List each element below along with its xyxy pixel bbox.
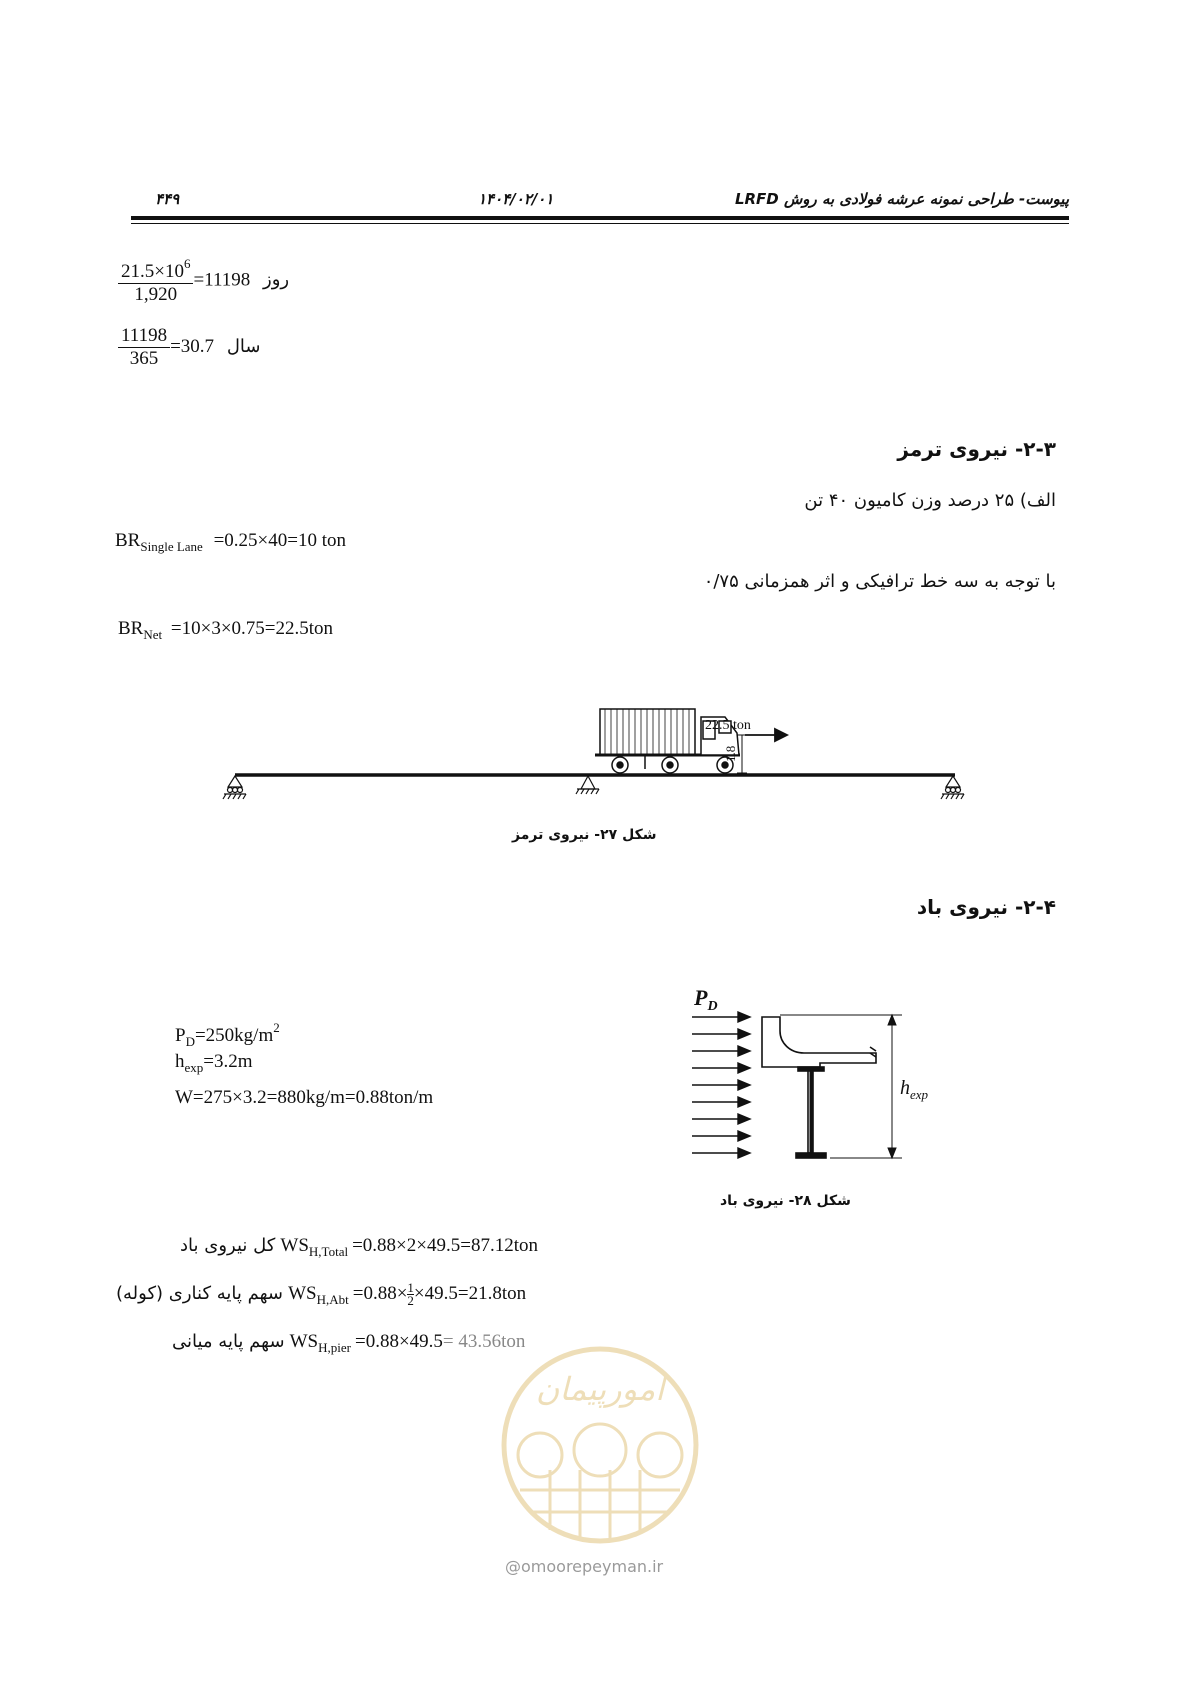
ws-abt-equation: $WS_{H,Abt} =0.88\times$ $\frac{1}{2}$ ×49.5=21.8ton: [288, 1280, 527, 1308]
svg-text:امورپیمان: امورپیمان: [535, 1370, 665, 1408]
w-equation: W=275×3.2=880kg/m=0.88ton/m: [175, 1087, 434, 1108]
ws-abt-row: [116, 1282, 526, 1308]
support-right: [941, 776, 964, 799]
deck-section: [762, 1017, 876, 1067]
braking-text-a: الف) ۲۵ درصد وزن کامیون ۴۰ تن: [804, 490, 1056, 511]
ws-pier-row: [172, 1331, 525, 1356]
years-fraction: $\frac{11198}{365}$: [118, 325, 170, 370]
days-fraction: $\frac{21.5\times 10^6}{1,920}$: [118, 256, 193, 306]
pd-equation: $P_D=250kg/m^2$: [175, 1020, 280, 1049]
steel-girder: [796, 1067, 826, 1158]
header-title: پیوست- طراحی نمونه عرشه فولادی به روش LRFD: [734, 190, 1069, 208]
ws-total-row: [180, 1235, 538, 1260]
support-left: [223, 776, 246, 799]
support-middle: [576, 776, 599, 794]
br-net-equation: $BR_{Net} =10\times 3\times 0.75=22.5ton$: [118, 618, 334, 642]
wind-figure: [680, 985, 970, 1180]
braking-figure: [215, 695, 975, 805]
hexp-dimension: [780, 1015, 902, 1158]
figure-28-caption: شکل ۲۸- نیروی باد: [720, 1193, 851, 1209]
braking-force-label: 22.5 ton: [705, 718, 751, 733]
days-equation: [118, 256, 289, 306]
pd-figure-label: $P_D$: [694, 985, 718, 1014]
years-equation: [118, 325, 260, 370]
figure-27-caption: شکل ۲۷- نیروی ترمز: [512, 827, 657, 843]
hexp-figure-label: $h_{exp}$: [900, 1077, 929, 1102]
hexp-equation: $h_{exp}=3.2m$: [175, 1051, 253, 1075]
watermark-logo: [490, 1340, 710, 1550]
header-date: ۱۴۰۴/۰۲/۰۱: [478, 190, 554, 208]
years-result: =30.7: [170, 335, 215, 357]
ws-total-label: کل نیروی باد: [180, 1235, 276, 1256]
ws-total-equation: $WS_{H,Total} =0.88\times 2\times 49.5=87.12ton$: [280, 1235, 538, 1259]
days-result: =11198: [193, 269, 251, 291]
days-unit: روز: [263, 269, 290, 290]
braking-force-arrow: [745, 729, 787, 741]
ws-pier-label: سهم پایه میانی: [172, 1331, 285, 1352]
braking-text-b: با توجه به سه خط ترافیکی و اثر همزمانی ۰/۷۵: [703, 571, 1056, 592]
years-unit: سال: [226, 335, 261, 356]
watermark-url: @omoorepeyman.ir: [505, 1557, 664, 1576]
wind-arrows: [692, 1012, 750, 1158]
height-label: 1.8: [723, 745, 738, 762]
section-heading-braking: ۲-۳- نیروی ترمز: [897, 437, 1056, 461]
br-single-lane-equation: $BR_{Single Lane} =0.25\times 40=10$ ton: [115, 530, 347, 554]
ws-abt-label: سهم پایه کناری (کوله): [116, 1282, 283, 1304]
header-rule-thin: [131, 223, 1069, 224]
page-number: ۴۴۹: [155, 190, 180, 208]
ws-pier-equation: $WS_{H,pier} =0.88\times 49.5= 43.56ton$: [289, 1331, 526, 1355]
half-fraction: $\frac{1}{2}$: [407, 1280, 414, 1308]
section-heading-wind: ۲-۴- نیروی باد: [916, 895, 1056, 919]
header-rule-thick: [131, 216, 1069, 220]
